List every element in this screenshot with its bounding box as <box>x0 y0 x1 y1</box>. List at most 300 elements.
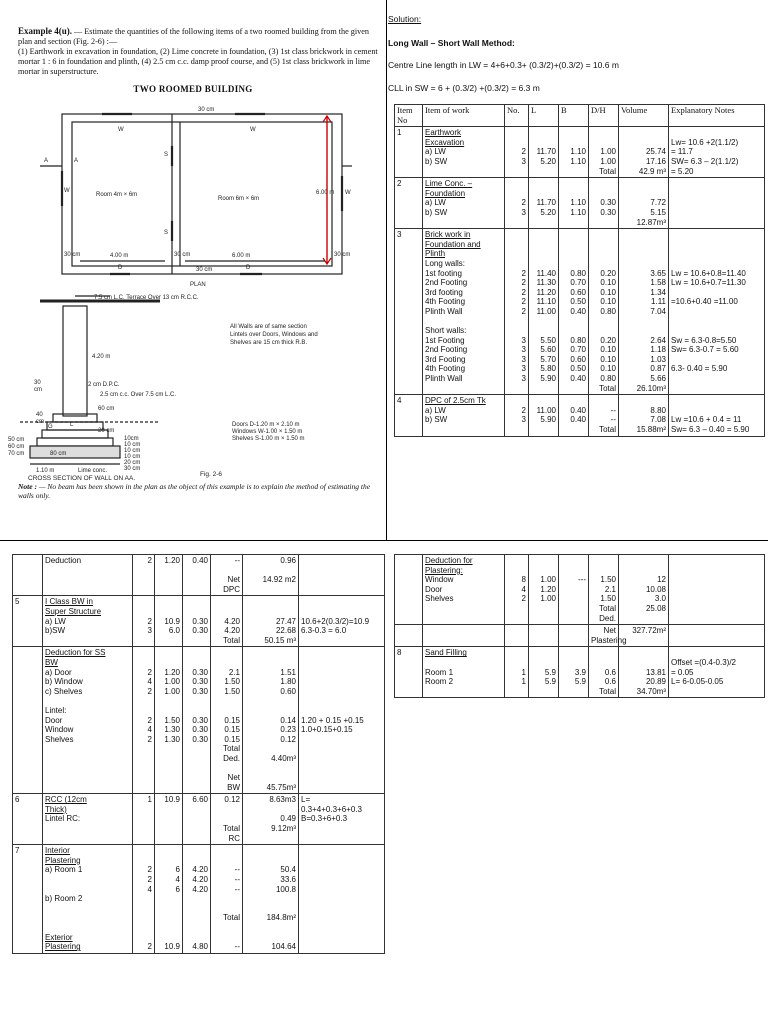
openings-windows: Windows W-1.00 × 1.50 m <box>232 429 303 435</box>
l-line <box>157 575 180 585</box>
l-line <box>531 425 556 435</box>
no-line <box>135 846 152 856</box>
l-line <box>531 384 556 394</box>
notes-line <box>301 754 382 764</box>
step-2: 10 cm <box>124 442 141 448</box>
dh-line: -- <box>234 865 240 875</box>
step-6: 30 cm <box>124 466 141 472</box>
vol-line: 7.08 <box>650 415 666 425</box>
b-line <box>185 913 208 923</box>
no-line: 2 <box>147 865 152 875</box>
no-line: 2 <box>147 715 152 725</box>
dh-line: 0.20 <box>600 268 616 278</box>
notes-line <box>671 179 762 189</box>
dh-line: -- <box>234 942 240 952</box>
b-line: 1.10 <box>570 198 586 208</box>
dh-line: 0.10 <box>600 278 616 288</box>
notes-line <box>671 249 762 259</box>
notes-line <box>671 198 762 208</box>
solution-heading: Solution: <box>388 14 422 24</box>
b-line: 0.40 <box>192 556 208 565</box>
notes-line <box>301 783 382 793</box>
vol-line: 3.0 <box>654 594 666 604</box>
b-line: 0.70 <box>570 345 586 355</box>
work-line <box>45 885 130 895</box>
b-line <box>561 648 586 658</box>
item-cell <box>395 647 423 698</box>
l-line <box>531 326 556 336</box>
l-line: 5.50 <box>540 335 556 345</box>
vol-cell <box>243 794 299 845</box>
l-line: 6.0 <box>168 626 180 636</box>
no-line <box>135 904 152 914</box>
b-line: 0.40 <box>570 405 586 415</box>
b-line <box>185 597 208 607</box>
notes-line <box>671 594 762 604</box>
centre-line-lw: Centre Line length in LW = 4+6+0.3+ (0.3/2)+(0.3/2) = 10.6 m <box>388 60 619 70</box>
b-cell <box>559 127 589 178</box>
notes-line <box>671 396 762 406</box>
vol-line: 27.47 <box>275 616 296 626</box>
b-line <box>185 585 208 595</box>
header-cell: Volume <box>619 105 669 127</box>
notes-line <box>301 773 382 783</box>
no-line: 2 <box>147 686 152 696</box>
work-line <box>45 754 130 764</box>
section-base: 1.10 m <box>36 468 55 474</box>
no-line: 2 <box>521 297 526 307</box>
b-line <box>185 754 208 764</box>
notes-line <box>671 648 762 658</box>
l-line <box>157 636 180 646</box>
l-line: 6 <box>175 884 180 894</box>
note-text: — No beam has been shown in the plan as the object of this example is to explain the method of estimating the walls only. <box>18 482 371 500</box>
work-line: b) SW <box>425 415 448 425</box>
notes-line <box>671 316 762 326</box>
textbook-excerpt <box>0 0 386 500</box>
no-line <box>135 648 152 658</box>
l-line <box>157 754 180 764</box>
l-line: 5.90 <box>540 415 556 425</box>
work-line <box>425 167 502 177</box>
work-line: 3rd footing <box>425 287 463 297</box>
l-line <box>157 658 180 668</box>
l-line: 5.20 <box>540 156 556 166</box>
notes-line: L= <box>301 795 311 805</box>
work-line <box>45 585 130 595</box>
b-line <box>185 814 208 824</box>
vol-line <box>621 614 666 624</box>
l-line: 11.10 <box>536 297 556 307</box>
work-line: 4th Footing <box>425 297 466 307</box>
vol-line <box>245 706 296 716</box>
notes-line <box>671 556 762 566</box>
no-line <box>135 754 152 764</box>
plan-dim2: 6.00 m <box>232 253 251 259</box>
notes-line <box>301 636 382 646</box>
l-line <box>531 189 556 199</box>
vol-line: 12 <box>657 575 666 585</box>
l-line: 6 <box>175 865 180 875</box>
item-number <box>15 648 40 658</box>
dh-cell <box>211 647 243 794</box>
dh-cell <box>589 647 619 698</box>
plan-label: PLAN <box>190 282 206 288</box>
b-line <box>561 425 586 435</box>
item-number: 6 <box>15 795 20 805</box>
b-line: 0.50 <box>570 297 586 307</box>
notes-cell <box>669 229 765 395</box>
b-line <box>561 167 586 177</box>
no-line <box>507 179 526 189</box>
notes-line <box>301 834 382 844</box>
table-row <box>395 555 765 625</box>
l-line: 5.9 <box>544 667 556 677</box>
no-line <box>135 824 152 834</box>
b-line <box>185 696 208 706</box>
work-line <box>45 834 130 844</box>
b-line <box>185 923 208 933</box>
work-line: Lime Conc. – <box>425 179 473 189</box>
b-line <box>185 824 208 834</box>
notes-line <box>671 374 762 384</box>
l-line <box>157 913 180 923</box>
dh-line <box>213 923 240 933</box>
work-line: Shelves <box>45 734 74 744</box>
vol-line <box>245 846 296 856</box>
vol-cell <box>243 845 299 954</box>
b-line <box>561 594 586 604</box>
dh-cell <box>211 555 243 596</box>
plan-w1: W <box>118 127 124 133</box>
l-line <box>531 396 556 406</box>
no-line: 3 <box>147 626 152 636</box>
l-line <box>157 856 180 866</box>
b-cell <box>183 845 211 954</box>
horizontal-divider <box>0 540 768 541</box>
l-line: 11.40 <box>536 268 556 278</box>
l-line: 1.20 <box>540 584 556 594</box>
vol-line <box>245 805 296 815</box>
dh-cell <box>211 794 243 845</box>
l-cell <box>155 596 183 647</box>
no-line: 2 <box>521 278 526 288</box>
dh-line: 2.1 <box>604 584 616 594</box>
notes-line <box>301 894 382 904</box>
work-cell <box>423 127 505 178</box>
no-line <box>507 218 526 228</box>
dh-line <box>591 566 616 576</box>
dh-line: 0.10 <box>600 297 616 307</box>
l-line <box>157 834 180 844</box>
no-line: 2 <box>147 734 152 744</box>
dh-line <box>591 658 616 668</box>
b-line <box>185 846 208 856</box>
work-line: Plastering <box>45 855 81 865</box>
item-cell <box>13 794 43 845</box>
b-line <box>561 316 586 326</box>
l-line: 5.90 <box>540 374 556 384</box>
l-line: 10.9 <box>164 942 180 952</box>
notes-line <box>301 597 382 607</box>
work-line <box>425 218 502 228</box>
work-line <box>425 316 502 326</box>
work-line: I Class BW in <box>45 597 94 607</box>
no-line: 3 <box>521 156 526 166</box>
no-line <box>507 249 526 259</box>
vol-cell <box>619 647 669 698</box>
b-line <box>561 556 586 566</box>
vol-line: 0.12 <box>280 734 296 744</box>
dh-line: 0.15 <box>224 715 240 725</box>
no-line <box>135 856 152 866</box>
l-line: 1.30 <box>164 725 180 735</box>
vol-cell <box>619 395 669 436</box>
l-line: 10.9 <box>164 795 180 805</box>
work-line: Foundation and <box>425 239 481 249</box>
no-line <box>135 773 152 783</box>
notes-line <box>301 865 382 875</box>
vol-line <box>245 658 296 668</box>
l-cell <box>155 845 183 954</box>
table-row <box>13 555 385 596</box>
b-line: 4.80 <box>192 942 208 952</box>
left-step-2: 60 cm <box>8 444 25 450</box>
b-cell <box>559 625 589 647</box>
dh-line <box>591 230 616 240</box>
notes-cell <box>299 845 385 954</box>
b-line: 0.30 <box>192 725 208 735</box>
section-40-cm: cm <box>36 419 44 425</box>
work-line: Door <box>425 584 443 594</box>
b-line: 3.9 <box>574 667 586 677</box>
l-line <box>157 805 180 815</box>
plan-left-dim: 30 cm <box>64 252 81 258</box>
notes-cell <box>669 625 765 647</box>
dh-line: Net <box>227 575 240 585</box>
vol-line <box>621 556 666 566</box>
vol-line: 0.14 <box>280 715 296 725</box>
b-line: 1.10 <box>570 207 586 217</box>
vol-line: 8.80 <box>650 405 666 415</box>
dh-line: 1.50 <box>600 575 616 585</box>
l-line: 11.20 <box>536 287 556 297</box>
notes-line <box>301 668 382 678</box>
b-cell <box>183 647 211 794</box>
l-line <box>531 658 556 668</box>
no-line: 3 <box>521 207 526 217</box>
dh-line <box>213 805 240 815</box>
plan-s1: S <box>164 152 169 158</box>
plan-bottom-dim: 30 cm <box>196 267 213 273</box>
step-4: 10 cm <box>124 454 141 460</box>
no-line <box>507 189 526 199</box>
header-cell: B <box>559 105 589 127</box>
dh-line: -- <box>234 884 240 894</box>
dh-line <box>213 933 240 943</box>
work-line: Short walls: <box>425 326 467 336</box>
work-line: Plinth <box>425 249 446 259</box>
work-line: Exterior <box>45 932 73 942</box>
table-row <box>395 229 765 395</box>
no-line <box>507 167 526 177</box>
notes-cell <box>669 555 765 625</box>
item-cell <box>13 647 43 794</box>
l-cell <box>529 127 559 178</box>
vol-line: 42.9 m³ <box>638 166 666 176</box>
work-line: Plastering: <box>425 565 463 575</box>
table-row <box>13 647 385 794</box>
b-line: 0.30 <box>192 677 208 687</box>
no-line: 1 <box>521 667 526 677</box>
item-number: 2 <box>397 179 402 189</box>
plan-s2: S <box>164 230 169 236</box>
dh-line <box>213 763 240 773</box>
no-cell <box>505 625 529 647</box>
no-line <box>507 384 526 394</box>
no-cell <box>133 845 155 954</box>
l-cell <box>529 395 559 436</box>
b-cell <box>559 647 589 698</box>
b-line: 0.30 <box>192 715 208 725</box>
no-line <box>135 585 152 595</box>
vol-line: 14.92 m2 <box>262 575 296 585</box>
b-line: 4.20 <box>192 884 208 894</box>
work-cell <box>423 178 505 229</box>
b-line <box>561 189 586 199</box>
plan-d1: D <box>118 265 123 271</box>
vol-line: 4.40m³ <box>271 753 296 763</box>
work-line <box>45 923 130 933</box>
no-line: 2 <box>147 942 152 952</box>
b-line <box>561 249 586 259</box>
dh-line <box>591 556 616 566</box>
notes-line <box>301 824 382 834</box>
vol-cell <box>619 229 669 395</box>
dh-line <box>591 240 616 250</box>
no-line <box>135 933 152 943</box>
work-line: 2nd Footing <box>425 345 468 355</box>
work-line: Interior <box>45 846 70 856</box>
notes-line <box>301 706 382 716</box>
step-3: 10 cm <box>124 448 141 454</box>
dh-line: 2.1 <box>228 667 240 677</box>
b-line <box>185 658 208 668</box>
notes-line: = 5.20 <box>671 166 694 176</box>
l-line: 5.80 <box>540 364 556 374</box>
l-line <box>531 167 556 177</box>
dh-line: Total <box>223 744 240 754</box>
notes-line: Offset =(0.4-0.3)/2 <box>671 657 736 667</box>
no-cell <box>133 555 155 596</box>
no-line <box>507 230 526 240</box>
notes-line <box>671 575 762 585</box>
notes-line <box>671 189 762 199</box>
item-number: 7 <box>15 846 20 856</box>
b-line: 0.60 <box>570 287 586 297</box>
b-line <box>185 648 208 658</box>
notes-line <box>301 875 382 885</box>
b-line: 0.40 <box>570 374 586 384</box>
no-line: 4 <box>147 884 152 894</box>
dh-line: 0.10 <box>600 345 616 355</box>
header-cell: L <box>529 105 559 127</box>
notes-cell <box>299 596 385 647</box>
b-cell <box>559 229 589 395</box>
work-line: BW <box>45 657 58 667</box>
notes-cell <box>669 127 765 178</box>
l-line <box>531 626 556 636</box>
dh-cell <box>589 625 627 647</box>
dh-line: Net <box>603 626 616 636</box>
header-cell: D/H <box>589 105 619 127</box>
dh-cell <box>589 127 619 178</box>
dh-line: Total <box>223 824 240 834</box>
centre-line-sw: CLL in SW = 6 + (0.3/2) +(0.3/2) = 6.3 m <box>388 83 540 93</box>
no-line <box>135 696 152 706</box>
note-title: Note : <box>18 482 37 491</box>
no-line <box>135 894 152 904</box>
dh-line: 4.20 <box>224 626 240 636</box>
l-line <box>157 894 180 904</box>
vol-line <box>621 189 666 199</box>
l-line: 5.9 <box>544 677 556 687</box>
b-line <box>561 658 586 668</box>
notes-cell <box>299 794 385 845</box>
dh-line <box>591 218 616 228</box>
b-line <box>185 575 208 585</box>
no-line <box>135 744 152 754</box>
vol-line: 0.23 <box>280 725 296 735</box>
work-line: Room 1 <box>425 667 454 677</box>
work-line: Window <box>45 725 74 735</box>
work-line: 2nd Footing <box>425 278 468 288</box>
l-line: 1.20 <box>164 556 180 565</box>
section-caption: CROSS SECTION OF WALL ON AA. <box>28 475 136 482</box>
notes-cell <box>299 555 385 596</box>
left-step-1: 50 cm <box>8 437 25 443</box>
b-line <box>561 128 586 138</box>
work-line: Plinth Wall <box>425 374 463 384</box>
vol-line: 25.74 <box>645 147 666 157</box>
vol-line: 0.87 <box>650 364 666 374</box>
dh-line <box>591 316 616 326</box>
item-cell <box>13 845 43 954</box>
vol-line: 45.75m³ <box>266 782 296 792</box>
b-cell <box>183 596 211 647</box>
b-cell <box>183 555 211 596</box>
item-number: 3 <box>397 230 402 240</box>
l-line: 1.20 <box>164 667 180 677</box>
vol-line <box>621 648 666 658</box>
no-line <box>507 556 526 566</box>
header-cell: Item of work <box>423 105 505 127</box>
plan-d2: D <box>246 265 251 271</box>
notes-cell <box>669 647 765 698</box>
notes-line <box>301 556 382 566</box>
work-line: 1st Footing <box>425 335 465 345</box>
left-step-4: 80 cm <box>50 451 67 457</box>
vol-line: 15.88m² <box>636 425 666 434</box>
dh-line <box>213 658 240 668</box>
work-line: b) Room 2 <box>45 894 83 904</box>
b-line <box>185 636 208 646</box>
vol-line: 1.18 <box>650 345 666 355</box>
vol-line <box>245 773 296 783</box>
work-cell <box>43 596 133 647</box>
walls-note-2: Lintels over Doors, Windows and <box>230 332 318 338</box>
l-line <box>531 687 556 697</box>
